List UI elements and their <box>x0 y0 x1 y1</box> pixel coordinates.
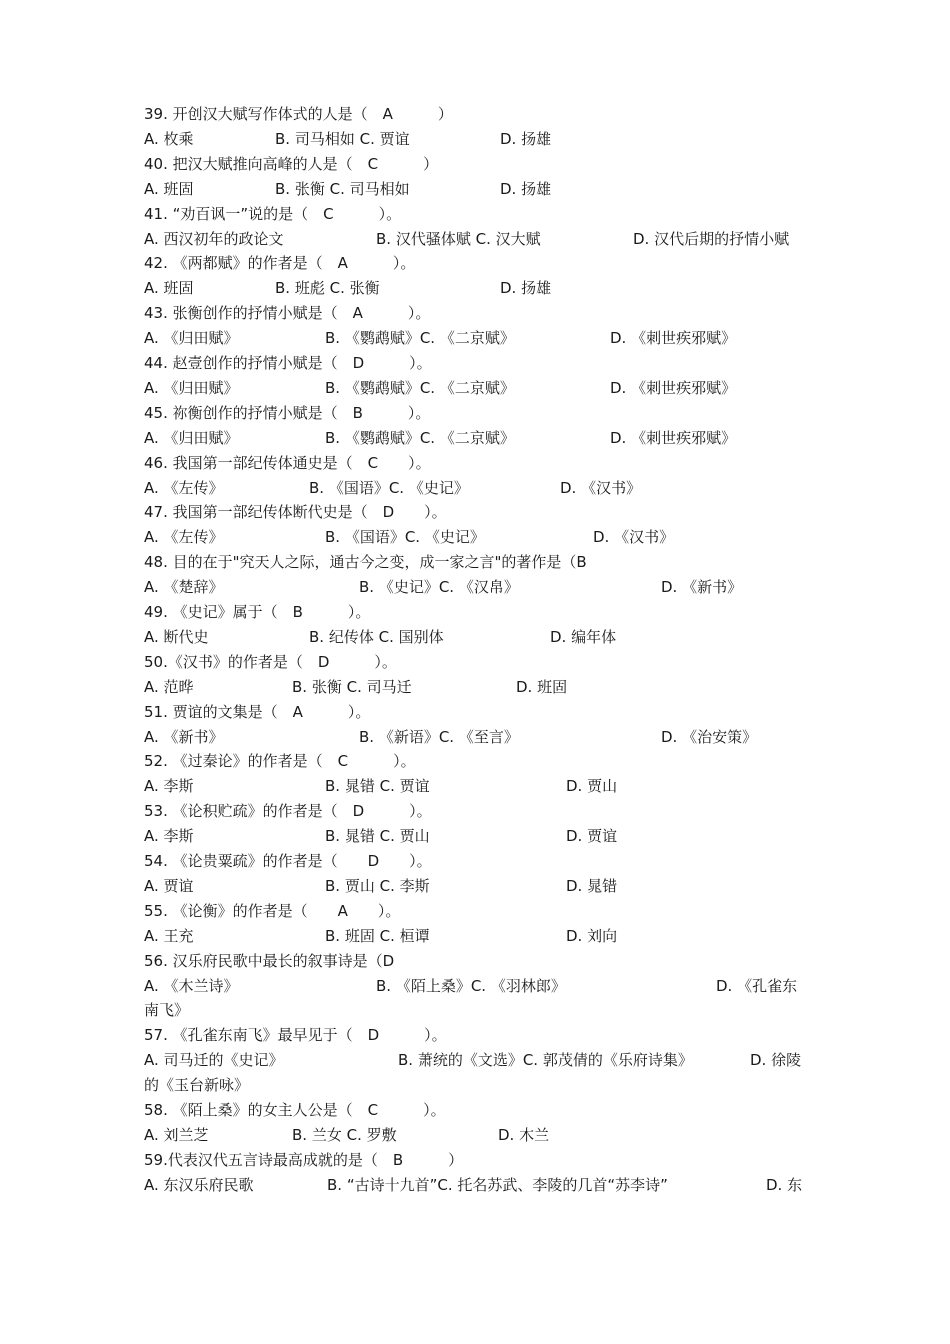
option-a: A. 班固 <box>144 179 194 198</box>
question-text: 59.代表汉代五言诗最高成就的是（ B ） <box>144 1150 464 1169</box>
options-row <box>144 179 814 199</box>
question-text: 42. 《两都赋》的作者是（ A ）。 <box>144 254 416 273</box>
question-text: 44. 赵壹创作的抒情小赋是（ D ）。 <box>144 354 432 372</box>
option-d: D. 贾山 <box>566 777 618 796</box>
options-row <box>144 776 814 796</box>
option-b-c: B. 班固 C. 桓谭 <box>325 926 430 945</box>
option-d: D. 《刺世疾邪赋》 <box>610 329 737 348</box>
option-a: A. 李斯 <box>144 827 194 846</box>
question-text: 58. 《陌上桑》的女主人公是（ C ）。 <box>144 1101 446 1119</box>
options-row <box>144 926 814 946</box>
option-d: D. 贾谊 <box>566 827 618 846</box>
option-a: A. 贾谊 <box>144 876 194 895</box>
question-text: 50.《汉书》的作者是（ D ）。 <box>144 652 397 671</box>
options-row <box>144 727 814 747</box>
question-text: 41. “劝百讽一”说的是（ C ）。 <box>144 204 402 223</box>
option-a: A. 《新书》 <box>144 727 224 746</box>
option-d: D. 《新书》 <box>661 578 743 597</box>
option-a: A. 《左传》 <box>144 478 224 497</box>
options-row <box>144 876 814 896</box>
option-d: D. 班固 <box>516 677 568 696</box>
option-b-c: B. “古诗十九首”C. 托名苏武、李陵的几首“苏李诗” <box>327 1175 668 1194</box>
options-row <box>144 378 814 398</box>
option-a: A. 《归田赋》 <box>144 428 239 447</box>
option-b-c: B. 晁错 C. 贾谊 <box>325 777 430 796</box>
option-a: A. 李斯 <box>144 777 194 796</box>
option-continuation: 的《玉台新咏》 <box>144 1076 250 1095</box>
question-text: 53. 《论积贮疏》的作者是（ D ）。 <box>144 802 432 821</box>
option-b-c: B. 《国语》C. 《史记》 <box>309 478 469 497</box>
options-row <box>144 577 814 597</box>
options-row <box>144 677 814 697</box>
option-a: A. 《归田赋》 <box>144 378 239 397</box>
option-d: D. 编年体 <box>550 627 617 646</box>
options-row <box>144 976 814 996</box>
options-row <box>144 627 814 647</box>
option-a: A. 班固 <box>144 279 194 298</box>
option-b-c: B. 《史记》C. 《汉帛》 <box>359 578 519 597</box>
option-a: A. 范晔 <box>144 677 194 696</box>
option-a: A. 《楚辞》 <box>144 578 224 597</box>
option-d: D. 晁错 <box>566 876 618 895</box>
option-b-c: B. 汉代骚体赋 C. 汉大赋 <box>376 229 541 248</box>
question-text: 49. 《史记》属于（ B ）。 <box>144 603 371 621</box>
option-d: D. 《汉书》 <box>560 478 642 497</box>
option-b-c: B. 《鹦鹉赋》C. 《二京赋》 <box>325 428 515 447</box>
question-text: 52. 《过秦论》的作者是（ C ）。 <box>144 752 416 771</box>
option-d: D. 《汉书》 <box>593 528 675 547</box>
option-b-c: B. 司马相如 C. 贾谊 <box>275 129 410 148</box>
options-row <box>144 527 814 547</box>
question-text: 45. 祢衡创作的抒情小赋是（ B ）。 <box>144 403 431 422</box>
option-d: D. 汉代后期的抒情小赋 <box>633 229 790 248</box>
option-b-c: B. 《陌上桑》C. 《羽林郎》 <box>376 976 566 995</box>
options-row <box>144 129 814 149</box>
option-d: D. 《刺世疾邪赋》 <box>610 428 737 447</box>
options-row <box>144 1125 814 1145</box>
option-d: D. 扬雄 <box>500 179 552 198</box>
option-b-c: B. 晁错 C. 贾山 <box>325 827 430 846</box>
option-b-c: B. 《新语》C. 《至言》 <box>359 727 519 746</box>
option-d: D. 扬雄 <box>500 129 552 148</box>
question-text: 51. 贾谊的文集是（ A ）。 <box>144 702 371 721</box>
option-d: D. 《治安策》 <box>661 727 758 746</box>
option-b-c: B. 班彪 C. 张衡 <box>275 279 380 298</box>
question-text: 46. 我国第一部纪传体通史是（ C ）。 <box>144 453 431 472</box>
option-a: A. 《左传》 <box>144 528 224 547</box>
option-d: D. 木兰 <box>498 1125 550 1144</box>
option-d: D. 刘向 <box>566 926 618 945</box>
option-b-c: B. 《国语》C. 《史记》 <box>325 528 485 547</box>
option-b-c: B. 贾山 C. 李斯 <box>325 876 430 895</box>
option-a: A. 断代史 <box>144 627 209 646</box>
option-a: A. 《木兰诗》 <box>144 976 239 995</box>
options-row <box>144 328 814 348</box>
options-row <box>144 1050 814 1070</box>
option-a: A. 西汉初年的政论文 <box>144 229 284 248</box>
question-text: 56. 汉乐府民歌中最长的叙事诗是（D <box>144 951 395 970</box>
option-a: A. 枚乘 <box>144 129 194 148</box>
question-text: 55. 《论衡》的作者是（ A ）。 <box>144 901 401 920</box>
question-text: 48. 目的在于"究天人之际，通古今之变，成一家之言"的著作是（B <box>144 553 587 572</box>
option-b-c: B. 《鹦鹉赋》C. 《二京赋》 <box>325 329 515 348</box>
option-b-c: B. 《鹦鹉赋》C. 《二京赋》 <box>325 378 515 397</box>
option-b-c: B. 萧统的《文选》C. 郭茂倩的《乐府诗集》 <box>398 1051 693 1070</box>
options-row <box>144 826 814 846</box>
option-continuation: 南飞》 <box>144 1001 190 1020</box>
option-d: D. 扬雄 <box>500 279 552 298</box>
option-a: A. 东汉乐府民歌 <box>144 1175 254 1194</box>
question-text: 54. 《论贵粟疏》的作者是（ D ）。 <box>144 852 432 870</box>
option-d: D. 《刺世疾邪赋》 <box>610 378 737 397</box>
options-row <box>144 278 814 298</box>
option-b-c: B. 兰女 C. 罗敷 <box>292 1125 397 1144</box>
option-d: D. 徐陵 <box>750 1051 802 1070</box>
option-b-c: B. 张衡 C. 司马迁 <box>292 677 412 696</box>
question-text: 47. 我国第一部纪传体断代史是（ D ）。 <box>144 503 447 522</box>
option-b-c: B. 张衡 C. 司马相如 <box>275 179 410 198</box>
question-text: 39. 开创汉大赋写作体式的人是（ A ） <box>144 105 453 123</box>
option-a: A. 王充 <box>144 926 194 945</box>
option-a: A. 《归田赋》 <box>144 329 239 348</box>
option-d: D. 东 <box>766 1175 803 1194</box>
option-a: A. 刘兰芝 <box>144 1125 209 1144</box>
question-text: 40. 把汉大赋推向高峰的人是（ C ） <box>144 154 439 173</box>
option-a: A. 司马迁的《史记》 <box>144 1051 284 1070</box>
question-text: 57. 《孔雀东南飞》最早见于（ D ）。 <box>144 1026 447 1045</box>
question-text: 43. 张衡创作的抒情小赋是（ A ）。 <box>144 304 431 323</box>
options-row <box>144 428 814 448</box>
options-row <box>144 478 814 498</box>
option-d: D. 《孔雀东 <box>716 976 798 995</box>
options-row <box>144 229 814 249</box>
option-b-c: B. 纪传体 C. 国别体 <box>309 627 444 646</box>
options-row <box>144 1175 814 1195</box>
